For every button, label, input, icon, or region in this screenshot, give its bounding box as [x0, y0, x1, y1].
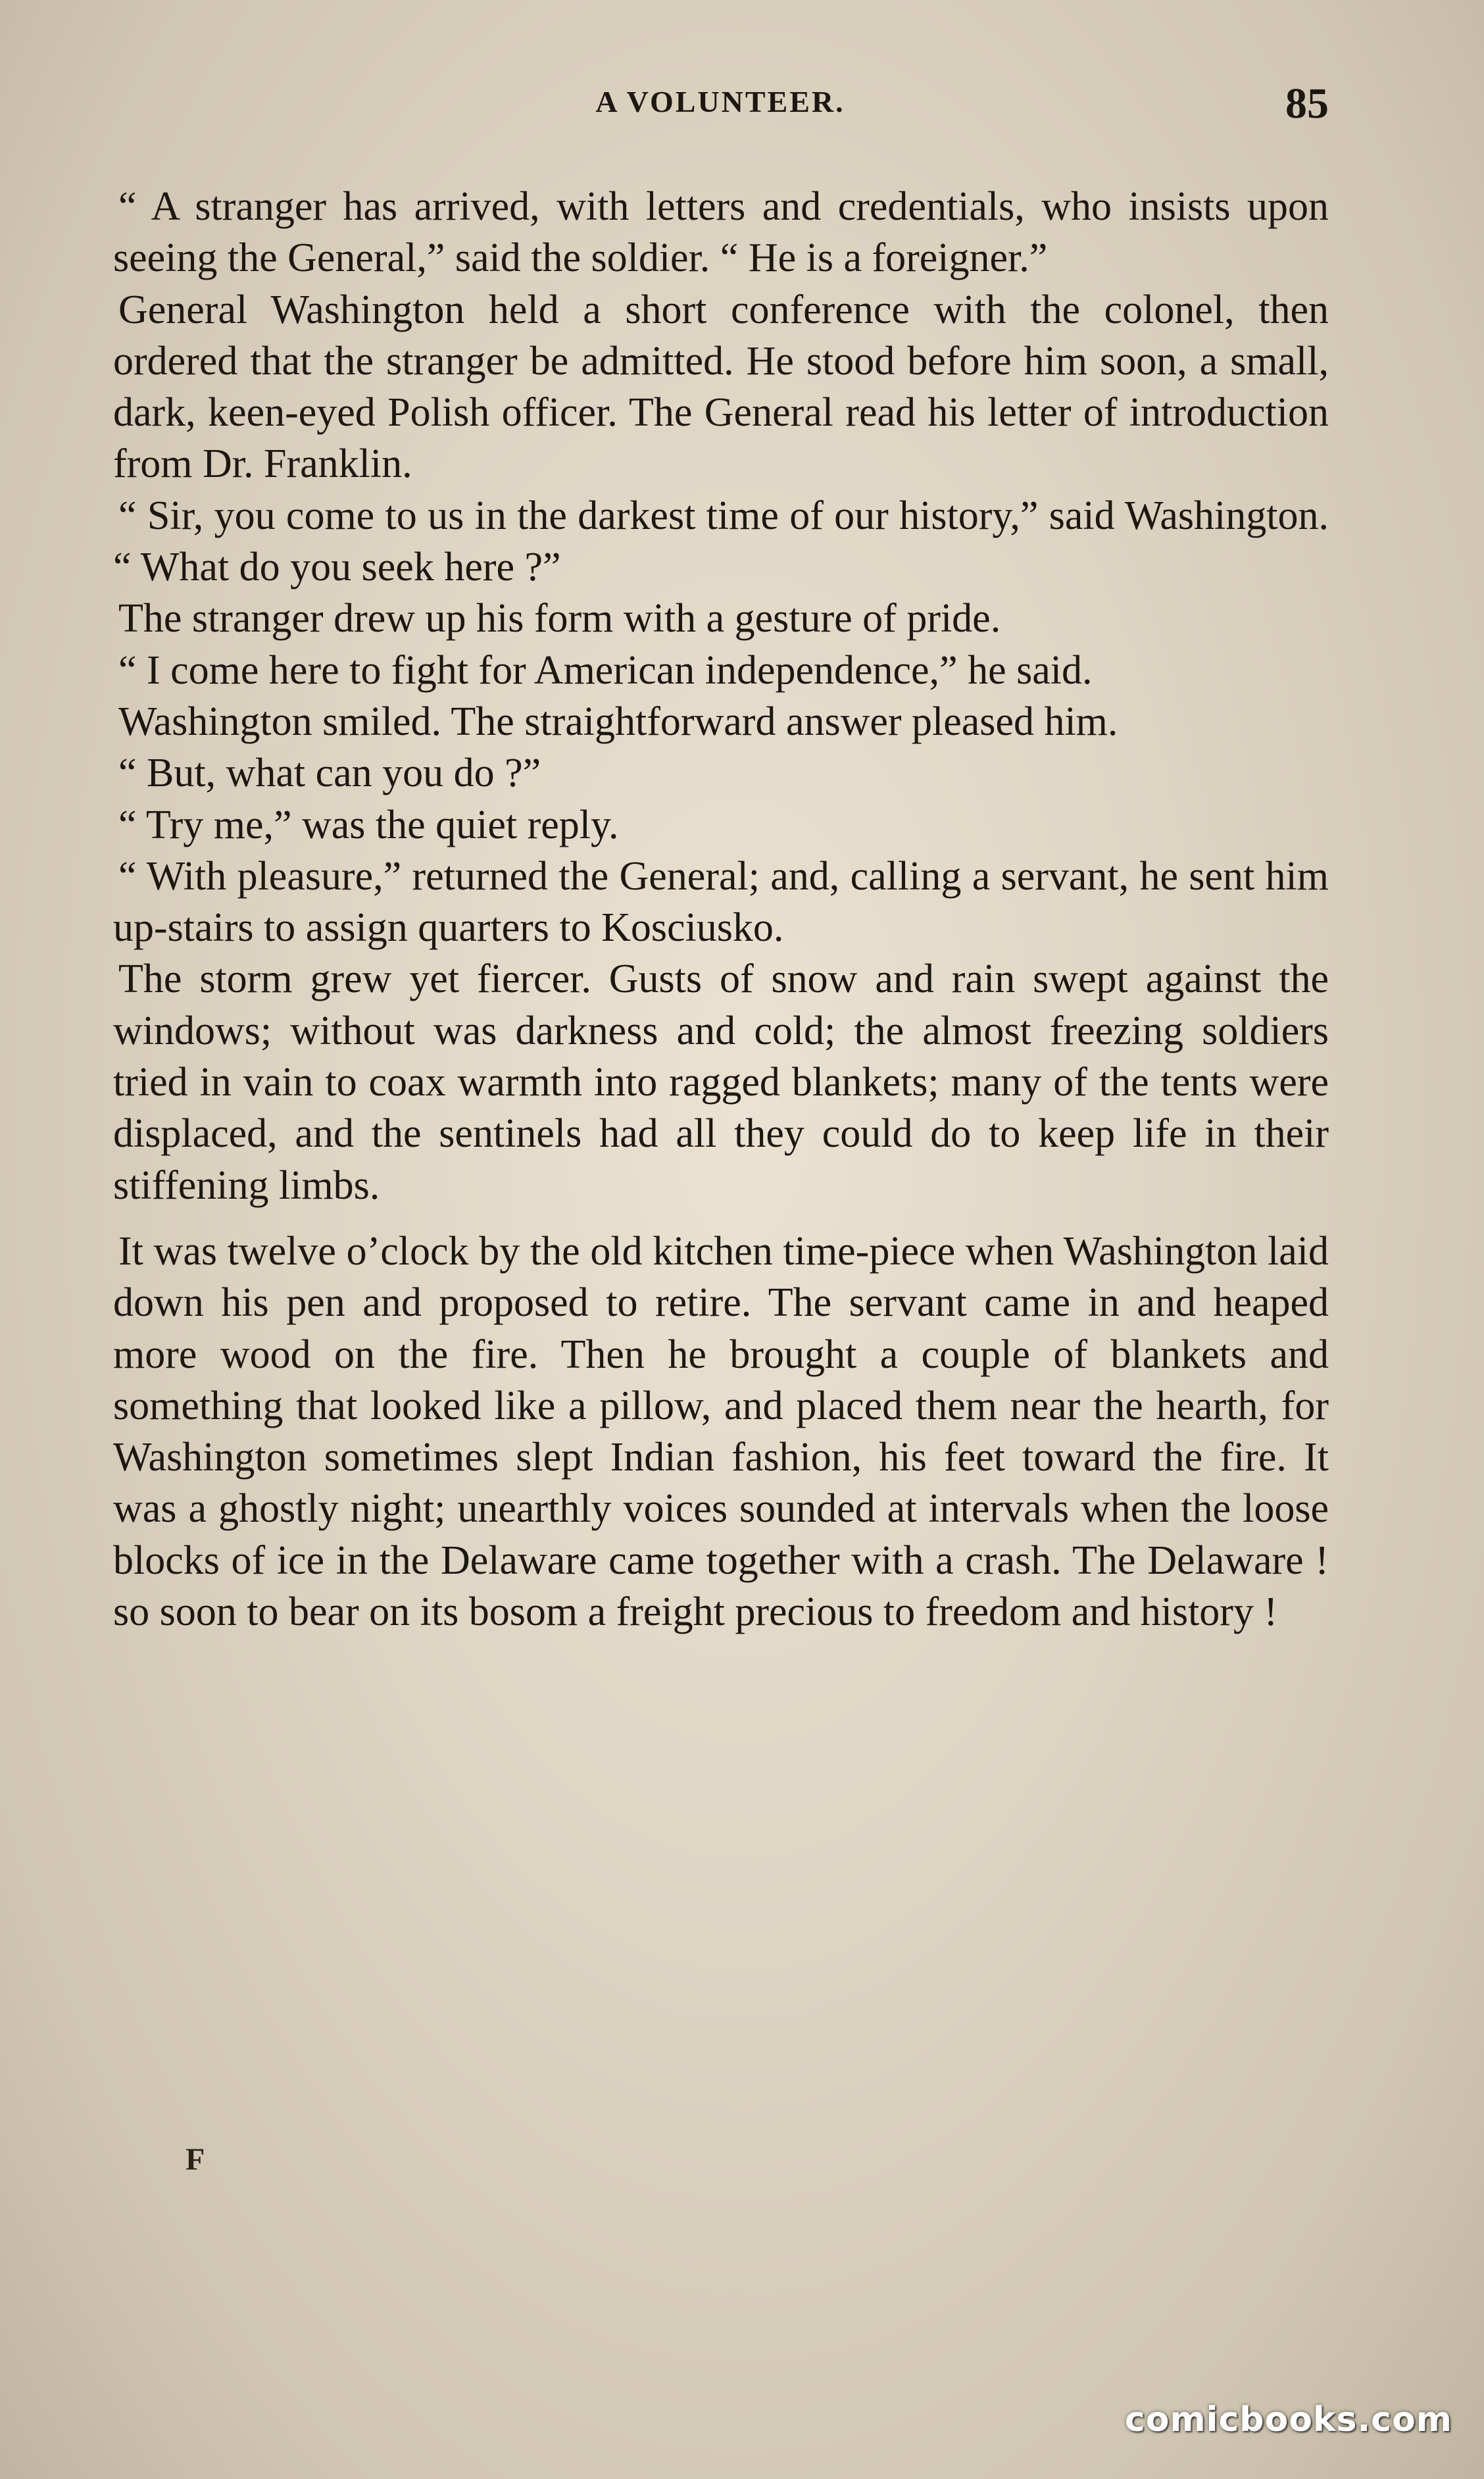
- paragraph-1: “ A stranger has arrived, with letters and credentials, who insists upon seeing the General,” said the soldier. “ He is a foreigner.”: [113, 184, 1329, 281]
- watermark: comicbooks.com: [1124, 2400, 1452, 2440]
- paragraph-3: “ Sir, you come to us in the darkest time of our history,” said Washington. “ What do you seek here ?”: [113, 493, 1329, 590]
- running-title: A VOLUNTEER.: [595, 85, 845, 118]
- paragraph-6: Washington smiled. The straightforward answer pleased him.: [118, 699, 1118, 744]
- paragraph-9: “ With pleasure,” returned the General; and, calling a servant, he sent him up-stairs to assign quarters to Kosciusko.: [113, 853, 1329, 951]
- paragraph-10: The storm grew yet fiercer. Gusts of snow and rain swept against the windows; without was darkness and cold; the almost freezing soldiers tried in vain to coax warmth into ragged blankets; many of the tents were displaced, and the sentinels had all they could do to keep life in their stiffening limbs.: [113, 957, 1329, 1208]
- paragraph-5: “ I come here to fight for American independence,” he said.: [118, 647, 1093, 693]
- paragraph-2: General Washington held a short conference with the colonel, then ordered that the stranger be admitted. He stood before him soon, a small, dark, keen-eyed Polish officer. The General read his letter of introduction from Dr. Franklin.: [113, 287, 1329, 487]
- page-number: 85: [1285, 80, 1329, 128]
- body-text: [113, 181, 1329, 1638]
- paragraph-7: “ But, what can you do ?”: [118, 751, 541, 796]
- paragraph-8: “ Try me,” was the quiet reply.: [118, 802, 619, 847]
- paragraph-4: The stranger drew up his form with a gesture of pride.: [118, 596, 1001, 641]
- paragraph-11: It was twelve o’clock by the old kitchen time-piece when Washington laid down his pen and proposed to retire. The servant came in and heaped more wood on the fire. Then he brought a couple of blankets and something that looked like a pillow, and placed them near the hearth, for Washington sometimes slept Indian fashion, his feet toward the fire. It was a ghostly night; unearthly voices sounded at intervals when the loose blocks of ice in the Delaware came together with a crash. The Delaware ! so soon to bear on its bosom a freight precious to freedom and history !: [113, 1228, 1329, 1635]
- stray-printer-mark: F: [186, 2142, 205, 2177]
- running-head: [112, 79, 1329, 132]
